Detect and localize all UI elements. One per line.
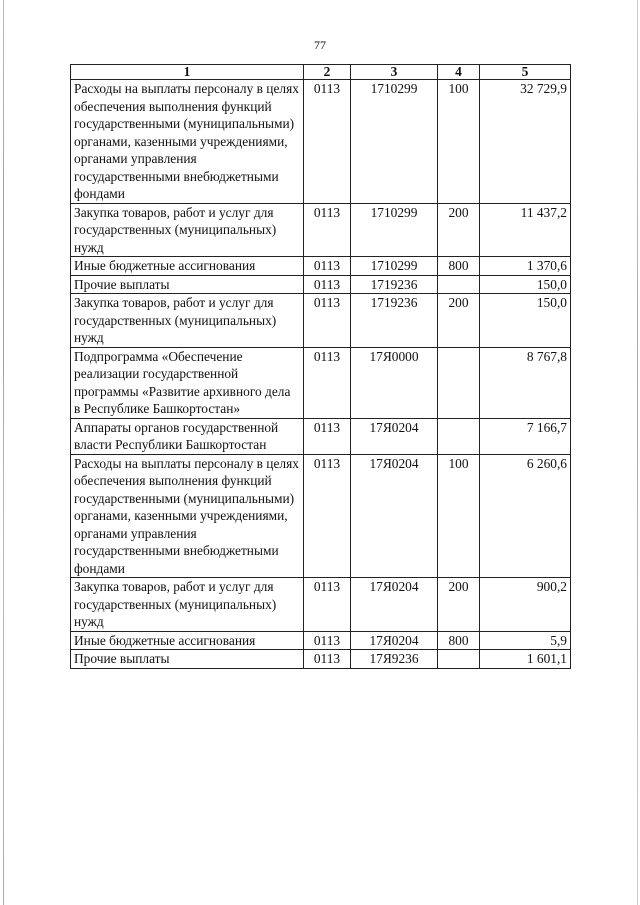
row-article: 17Я9236	[351, 650, 438, 669]
row-amount: 1 601,1	[480, 650, 571, 669]
row-article: 17Я0204	[351, 418, 438, 454]
row-article: 1710299	[351, 80, 438, 204]
row-article: 1710299	[351, 203, 438, 257]
row-article: 1710299	[351, 257, 438, 276]
row-article: 17Я0000	[351, 347, 438, 418]
row-amount: 150,0	[480, 275, 571, 294]
table-row	[71, 294, 571, 348]
row-name: Прочие выплаты	[71, 650, 304, 669]
row-section: 0113	[304, 454, 351, 578]
row-section: 0113	[304, 347, 351, 418]
page-number: 77	[314, 38, 326, 52]
row-article: 1719236	[351, 275, 438, 294]
row-amount: 6 260,6	[480, 454, 571, 578]
header-col-2: 2	[304, 65, 351, 80]
row-section: 0113	[304, 257, 351, 276]
row-name: Иные бюджетные ассигнования	[71, 631, 304, 650]
row-amount: 8 767,8	[480, 347, 571, 418]
row-name: Закупка товаров, работ и услуг для государственных (муниципальных) нужд	[71, 203, 304, 257]
table-header-row	[71, 65, 571, 80]
table-row	[71, 454, 571, 578]
table-row	[71, 650, 571, 669]
table-row	[71, 418, 571, 454]
row-name: Иные бюджетные ассигнования	[71, 257, 304, 276]
row-section: 0113	[304, 650, 351, 669]
row-type	[438, 418, 480, 454]
row-name: Аппараты органов государственной власти Республики Башкортостан	[71, 418, 304, 454]
row-amount: 1 370,6	[480, 257, 571, 276]
table-row	[71, 203, 571, 257]
table-row	[71, 275, 571, 294]
scan-edge-right	[637, 0, 638, 905]
header-col-3: 3	[351, 65, 438, 80]
row-amount: 900,2	[480, 578, 571, 632]
row-amount: 5,9	[480, 631, 571, 650]
table-row	[71, 257, 571, 276]
row-amount: 32 729,9	[480, 80, 571, 204]
row-type: 100	[438, 454, 480, 578]
table-row	[71, 347, 571, 418]
row-name: Закупка товаров, работ и услуг для государственных (муниципальных) нужд	[71, 578, 304, 632]
row-name: Закупка товаров, работ и услуг для государственных (муниципальных) нужд	[71, 294, 304, 348]
row-type: 200	[438, 294, 480, 348]
budget-table	[70, 64, 571, 669]
row-section: 0113	[304, 275, 351, 294]
row-section: 0113	[304, 631, 351, 650]
row-type: 800	[438, 257, 480, 276]
row-name: Расходы на выплаты персоналу в целях обеспечения выполнения функций государственными (муниципальными) органами, казенными учреждениями, органами управления государственными внебюджетными фондами	[71, 80, 304, 204]
table-row	[71, 80, 571, 204]
row-type	[438, 650, 480, 669]
row-name: Прочие выплаты	[71, 275, 304, 294]
row-section: 0113	[304, 80, 351, 204]
row-type: 200	[438, 203, 480, 257]
row-type: 800	[438, 631, 480, 650]
row-name: Подпрограмма «Обеспечение реализации государственной программы «Развитие архивного дела в Республике Башкортостан»	[71, 347, 304, 418]
row-article: 17Я0204	[351, 454, 438, 578]
table-row	[71, 578, 571, 632]
row-name: Расходы на выплаты персоналу в целях обеспечения выполнения функций государственными (муниципальными) органами, казенными учреждениями, органами управления государственными внебюджетными фондами	[71, 454, 304, 578]
row-article: 1719236	[351, 294, 438, 348]
header-col-4: 4	[438, 65, 480, 80]
row-article: 17Я0204	[351, 631, 438, 650]
table-row	[71, 631, 571, 650]
row-section: 0113	[304, 578, 351, 632]
row-amount: 11 437,2	[480, 203, 571, 257]
row-article: 17Я0204	[351, 578, 438, 632]
row-type: 200	[438, 578, 480, 632]
header-col-5: 5	[480, 65, 571, 80]
scan-edge-left	[3, 0, 4, 905]
row-section: 0113	[304, 203, 351, 257]
row-amount: 150,0	[480, 294, 571, 348]
row-type	[438, 275, 480, 294]
row-amount: 7 166,7	[480, 418, 571, 454]
row-type	[438, 347, 480, 418]
row-section: 0113	[304, 294, 351, 348]
row-section: 0113	[304, 418, 351, 454]
header-col-1: 1	[71, 65, 304, 80]
row-type: 100	[438, 80, 480, 204]
